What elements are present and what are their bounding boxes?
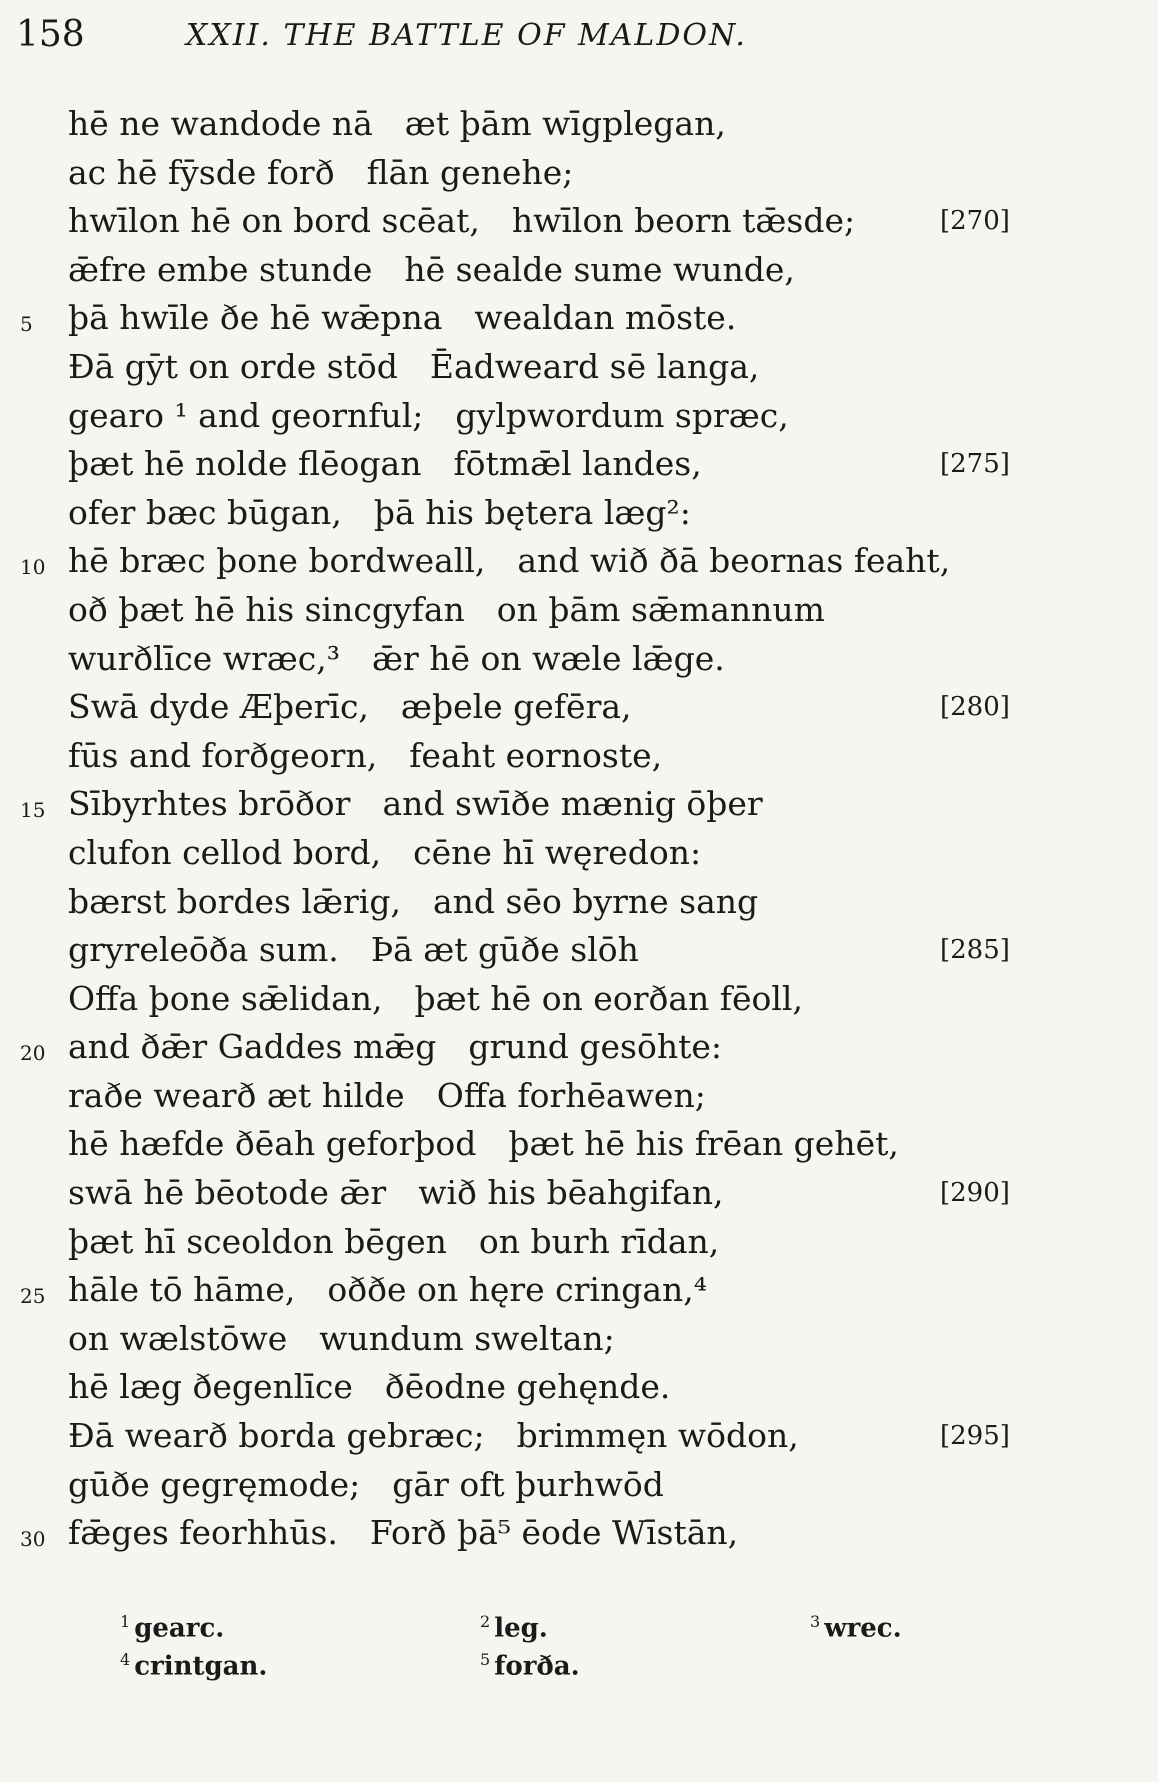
second-half-line: brimmęn wōdon, <box>516 1416 799 1456</box>
first-half-line: ofer bæc būgan, <box>68 492 342 532</box>
poem-line <box>0 683 1158 732</box>
verse-text <box>68 780 763 829</box>
poem-line <box>0 392 1158 441</box>
second-half-line: and wið ðā beornas feaht, <box>517 541 951 581</box>
line-number: 5 <box>20 312 33 337</box>
poem-line <box>0 732 1158 781</box>
second-half-line: oððe on hęre cringan,⁴ <box>327 1270 708 1310</box>
first-half-line: bærst bordes lǣrig, <box>68 881 401 921</box>
second-half-line: þæt hē on eorðan fēoll, <box>414 978 803 1018</box>
second-half-line: cēne hī węredon: <box>413 832 702 872</box>
original-line-number: [275] <box>940 449 1010 480</box>
second-half-line: æþele gefēra, <box>400 687 632 727</box>
verse-text <box>68 683 632 732</box>
footnote-mark: 2 <box>480 1612 491 1631</box>
line-number: 30 <box>20 1527 46 1552</box>
verse-text <box>68 1266 707 1315</box>
first-half-line: þā hwīle ðe hē wǣpna <box>68 298 443 338</box>
verse-text <box>68 732 662 781</box>
footnote-text: forða. <box>494 1651 580 1682</box>
poem-line <box>0 1120 1158 1169</box>
first-half-line: on wælstōwe <box>68 1318 288 1358</box>
first-half-line: hwīlon hē on bord scēat, <box>68 201 480 241</box>
original-line-number: [285] <box>940 935 1010 966</box>
poem-line <box>0 294 1158 343</box>
first-half-line: gearo ¹ and geornful; <box>68 395 424 435</box>
line-number: 15 <box>20 798 46 823</box>
original-line-number: [270] <box>940 206 1010 237</box>
first-half-line: swā hē bēotode ǣr <box>68 1173 387 1213</box>
footnote <box>120 1612 224 1644</box>
verse-text <box>68 1461 664 1510</box>
original-line-number: [295] <box>940 1421 1010 1452</box>
original-line-number: [280] <box>940 692 1010 723</box>
poem-line <box>0 343 1158 392</box>
poem-line <box>0 926 1158 975</box>
poem-line <box>0 1412 1158 1461</box>
first-half-line: Swā dyde Æþerīc, <box>68 687 369 727</box>
first-half-line: Offa þone sǣlidan, <box>68 978 383 1018</box>
verse-text <box>68 926 639 975</box>
footnote <box>480 1612 548 1644</box>
poem-line <box>0 149 1158 198</box>
poem-line <box>0 1023 1158 1072</box>
footnote-mark: 3 <box>810 1612 821 1631</box>
footnote-text: crintgan. <box>134 1651 268 1682</box>
footnote <box>810 1612 902 1644</box>
first-half-line: gryreleōða sum. <box>68 930 339 970</box>
second-half-line: þæt hē his frēan gehēt, <box>508 1124 899 1164</box>
footnote <box>120 1650 268 1682</box>
verse-text <box>68 1120 899 1169</box>
poem-line <box>0 780 1158 829</box>
verse-text <box>68 1363 670 1412</box>
footnote-mark: 5 <box>480 1650 491 1669</box>
poem-line <box>0 635 1158 684</box>
second-half-line: þā his bętera læg²: <box>373 492 691 532</box>
poem-line <box>0 1266 1158 1315</box>
first-half-line: þæt hē nolde flēogan <box>68 444 422 484</box>
poem-line <box>0 100 1158 149</box>
verse-text <box>68 1412 799 1461</box>
poem-line <box>0 489 1158 538</box>
verse-text <box>68 197 855 246</box>
first-half-line: fǣges feorhhūs. <box>68 1513 338 1553</box>
verse-text <box>68 1509 738 1558</box>
poem-line <box>0 440 1158 489</box>
first-half-line: and ðǣr Gaddes mǣg <box>68 1027 437 1067</box>
second-half-line: hwīlon beorn tǣsde; <box>511 201 856 241</box>
verse-text <box>68 246 795 295</box>
second-half-line: fōtmǣl landes, <box>453 444 702 484</box>
running-title: XXII. THE BATTLE OF MALDON. <box>186 18 747 53</box>
second-half-line: Offa forhēawen; <box>436 1075 706 1115</box>
verse-text <box>68 489 691 538</box>
second-half-line: Forð þā⁵ ēode Wīstān, <box>369 1513 739 1553</box>
poem-line <box>0 1169 1158 1218</box>
second-half-line: wundum sweltan; <box>319 1318 615 1358</box>
footnote-text: leg. <box>494 1613 548 1644</box>
second-half-line: hē sealde sume wunde, <box>404 249 795 289</box>
second-half-line: Þā æt gūðe slōh <box>370 930 639 970</box>
verse-text <box>68 1218 719 1267</box>
first-half-line: Đā gȳt on orde stōd <box>68 346 398 386</box>
second-half-line: grund gesōhte: <box>468 1027 723 1067</box>
first-half-line: fūs and forðgeorn, <box>68 735 378 775</box>
verse-text <box>68 440 702 489</box>
verse-text <box>68 392 789 441</box>
first-half-line: raðe wearð æt hilde <box>68 1075 405 1115</box>
poem-line <box>0 1218 1158 1267</box>
first-half-line: hē hæfde ðēah geforþod <box>68 1124 477 1164</box>
second-half-line: wealdan mōste. <box>474 298 737 338</box>
verse-text <box>68 537 950 586</box>
first-half-line: gūðe gegręmode; <box>68 1464 361 1504</box>
second-half-line: on þām sǣmannum <box>496 589 825 629</box>
verse-text <box>68 829 701 878</box>
poem-line <box>0 1072 1158 1121</box>
line-number: 25 <box>20 1284 46 1309</box>
page-number: 158 <box>16 14 85 55</box>
second-half-line: flān genehe; <box>366 152 574 192</box>
verse-text <box>68 100 726 149</box>
poem-text <box>0 100 1158 1558</box>
line-number: 10 <box>20 555 46 580</box>
verse-text <box>68 343 759 392</box>
first-half-line: Đā wearð borda gebræc; <box>68 1416 485 1456</box>
footnote-mark: 1 <box>120 1612 131 1631</box>
first-half-line: hē bræc þone bordweall, <box>68 541 486 581</box>
verse-text <box>68 1072 706 1121</box>
first-half-line: oð þæt hē his sincgyfan <box>68 589 465 629</box>
first-half-line: hāle tō hāme, <box>68 1270 296 1310</box>
verse-text <box>68 1023 722 1072</box>
first-half-line: hē ne wandode nā <box>68 104 373 143</box>
poem-line <box>0 829 1158 878</box>
poem-line <box>0 1315 1158 1364</box>
verse-text <box>68 635 725 684</box>
first-half-line: Sībyrhtes brōðor <box>68 784 351 824</box>
second-half-line: æt þām wīgplegan, <box>404 104 726 143</box>
original-line-number: [290] <box>940 1178 1010 1209</box>
verse-text <box>68 586 825 635</box>
verse-text <box>68 294 736 343</box>
poem-line <box>0 586 1158 635</box>
second-half-line: on burh rīdan, <box>478 1221 720 1261</box>
second-half-line: feaht eornoste, <box>409 735 663 775</box>
verse-text <box>68 975 803 1024</box>
line-number: 20 <box>20 1041 46 1066</box>
footnote-text: gearc. <box>134 1613 225 1644</box>
footnote-text: wrec. <box>824 1613 902 1644</box>
first-half-line: clufon cellod bord, <box>68 832 382 872</box>
poem-line <box>0 537 1158 586</box>
second-half-line: ǣr hē on wæle lǣge. <box>372 638 725 678</box>
footnote <box>480 1650 580 1682</box>
poem-line <box>0 1461 1158 1510</box>
second-half-line: and sēo byrne sang <box>432 881 759 921</box>
second-half-line: gār oft þurhwōd <box>392 1464 664 1504</box>
first-half-line: ac hē fȳsde forð <box>68 152 335 192</box>
verse-text <box>68 149 573 198</box>
verse-text <box>68 1315 615 1364</box>
verse-text <box>68 878 758 927</box>
verse-text <box>68 1169 724 1218</box>
first-half-line: hē læg ðegenlīce <box>68 1367 353 1407</box>
poem-line <box>0 1363 1158 1412</box>
second-half-line: and swīðe mænig ōþer <box>382 784 763 824</box>
second-half-line: ðēodne gehęnde. <box>384 1367 671 1407</box>
first-half-line: þæt hī sceoldon bēgen <box>68 1221 447 1261</box>
first-half-line: ǣfre embe stunde <box>68 249 373 289</box>
second-half-line: Ēadweard sē langa, <box>429 346 760 386</box>
poem-line <box>0 246 1158 295</box>
footnote-mark: 4 <box>120 1650 131 1669</box>
second-half-line: wið his bēahgifan, <box>418 1173 724 1213</box>
poem-line <box>0 975 1158 1024</box>
first-half-line: wurðlīce wræc,³ <box>68 638 340 678</box>
poem-line <box>0 878 1158 927</box>
running-header <box>16 14 1142 62</box>
poem-line <box>0 197 1158 246</box>
second-half-line: gylpwordum spræc, <box>455 395 789 435</box>
poem-line <box>0 1509 1158 1558</box>
